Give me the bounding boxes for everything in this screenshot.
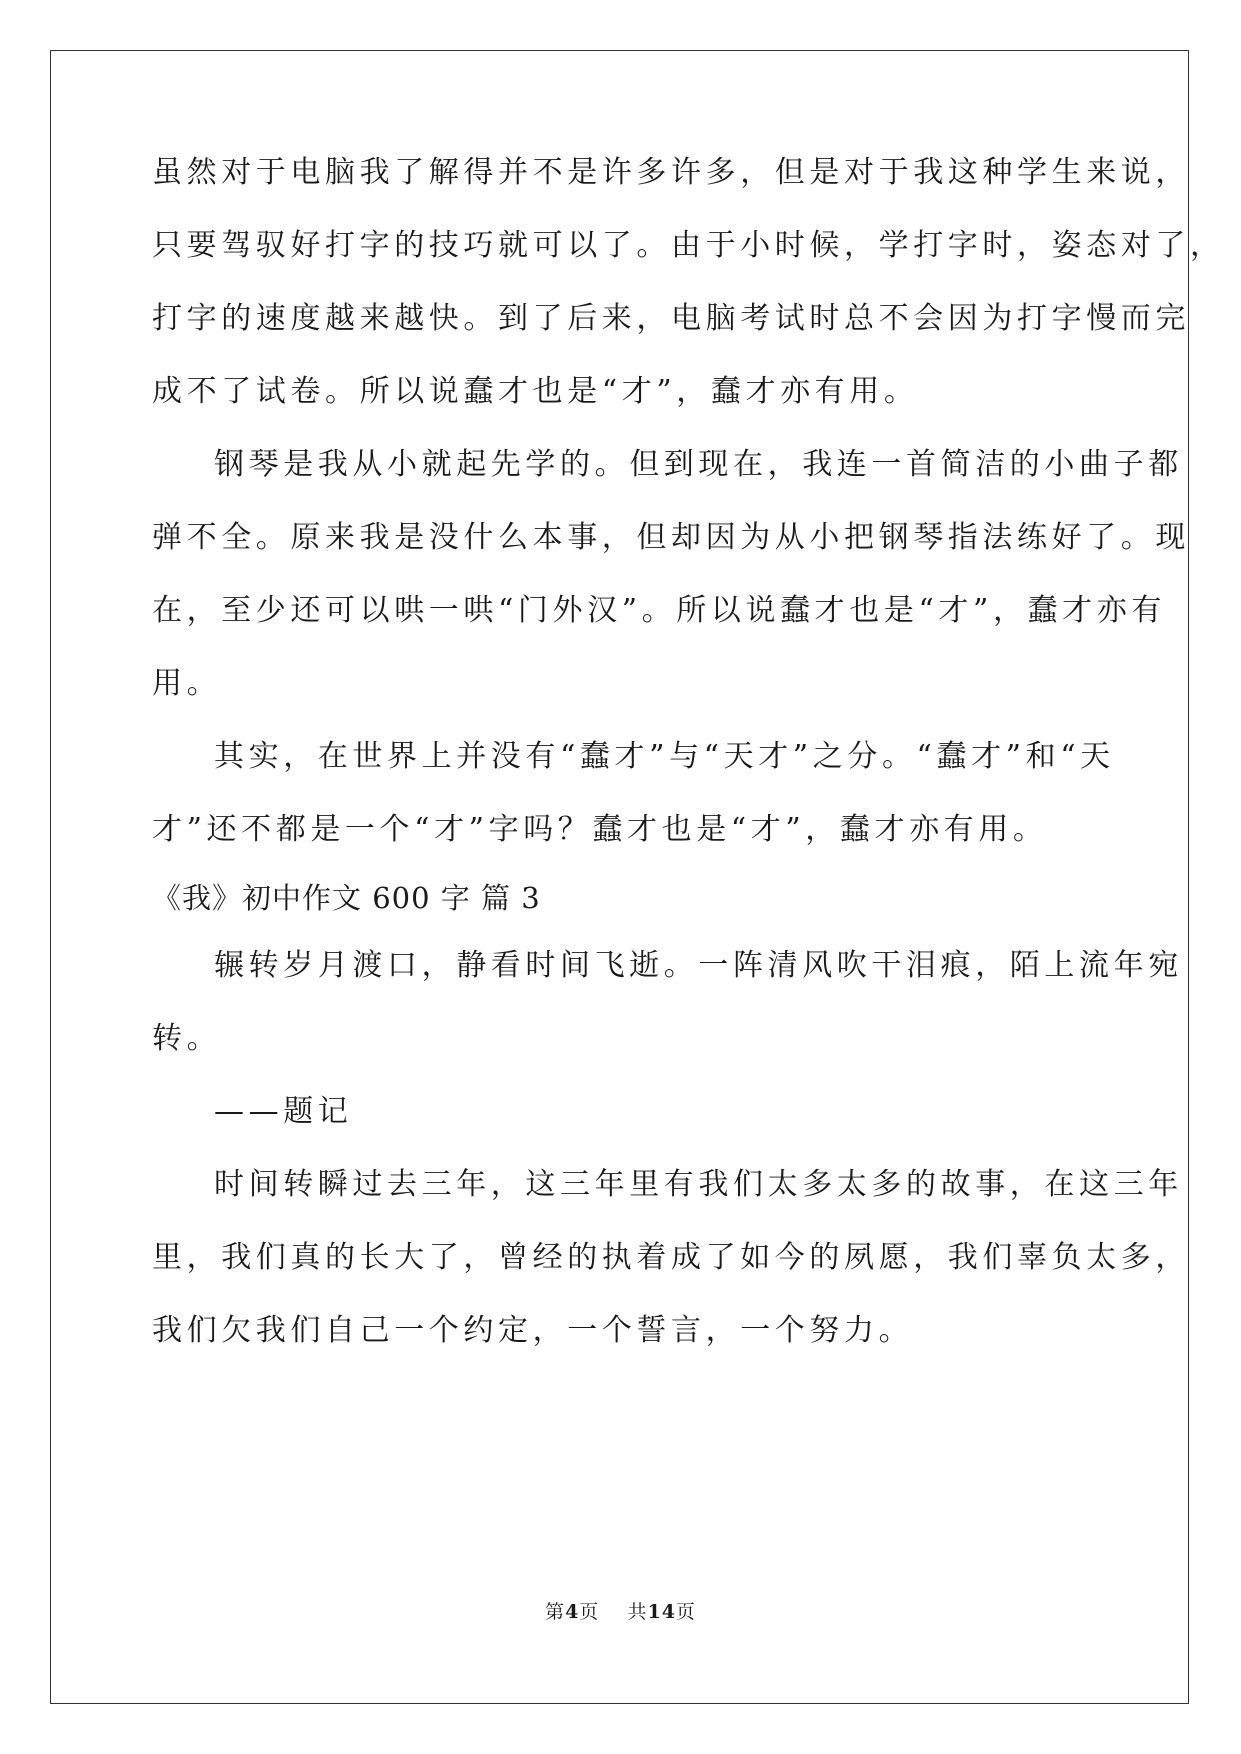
body-line: 转。 xyxy=(152,1021,222,1056)
total-page-count: 14 xyxy=(647,1601,676,1623)
body-line: 用。 xyxy=(152,666,222,701)
page-number-footer xyxy=(0,1600,1241,1624)
epigraph-attribution: ——题记 xyxy=(214,1094,353,1129)
body-line: 成不了试卷。所以说蠢才也是“才”，蠢才亦有用。 xyxy=(152,374,919,409)
footer-suffix: 页 xyxy=(675,1601,696,1623)
body-line: 里，我们真的长大了，曾经的执着成了如今的夙愿，我们辜负太多， xyxy=(152,1240,1190,1275)
section-heading: 《我》初中作文 600 字 篇 3 xyxy=(152,881,541,915)
footer-prefix: 第 xyxy=(545,1601,566,1623)
footer-middle: 页 共 xyxy=(579,1601,648,1623)
body-line: 钢琴是我从小就起先学的。但到现在，我连一首简洁的小曲子都 xyxy=(214,447,1183,482)
body-line: 才”还不都是一个“才”字吗？蠢才也是“才”，蠢才亦有用。 xyxy=(152,812,1048,847)
body-line: 打字的速度越来越快。到了后来，电脑考试时总不会因为打字慢而完 xyxy=(152,301,1190,336)
body-line: 时间转瞬过去三年，这三年里有我们太多太多的故事，在这三年 xyxy=(214,1167,1183,1202)
body-line: 辗转岁月渡口，静看时间飞逝。一阵清风吹干泪痕，陌上流年宛 xyxy=(214,948,1183,983)
body-line: 其实，在世界上并没有“蠢才”与“天才”之分。“蠢才”和“天 xyxy=(214,739,1115,774)
body-line: 我们欠我们自己一个约定，一个誓言，一个努力。 xyxy=(152,1313,914,1348)
body-line: 只要驾驭好打字的技巧就可以了。由于小时候，学打字时，姿态对了， xyxy=(152,228,1225,263)
current-page-number: 4 xyxy=(565,1601,580,1623)
body-line: 弹不全。原来我是没什么本事，但却因为从小把钢琴指法练好了。现 xyxy=(152,520,1190,555)
body-line: 虽然对于电脑我了解得并不是许多许多，但是对于我这种学生来说， xyxy=(152,155,1190,190)
body-line: 在，至少还可以哄一哄“门外汉”。所以说蠢才也是“才”，蠢才亦有 xyxy=(152,593,1166,628)
